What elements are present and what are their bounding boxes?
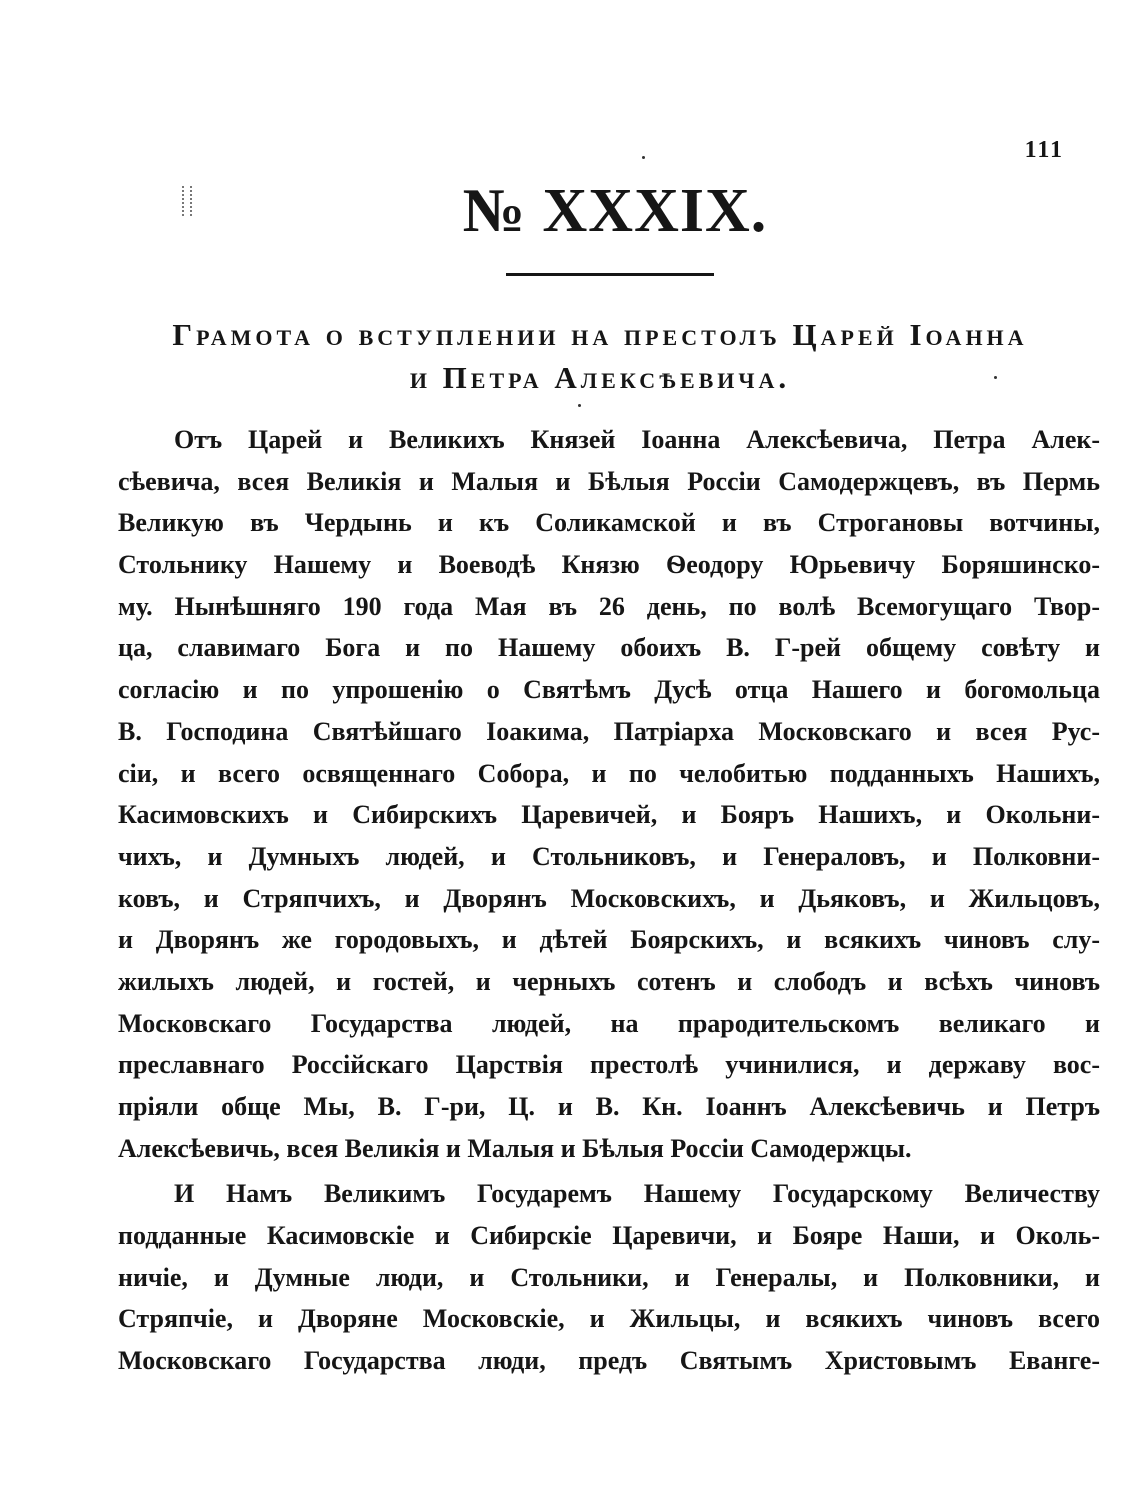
text-line: ца, славимаго Бога и по Нашему обоихъ В. Г-рей общему совѣту и [118,633,1100,663]
text-line: И Намъ Великимъ Государемъ Нашему Государскому Величеству [174,1179,1100,1209]
text-line: пріяли обще Мы, В. Г-ри, Ц. и В. Кн. Іоаннъ Алексѣевичь и Петръ [118,1092,1100,1121]
title-divider [506,273,714,276]
body-text [118,419,1100,1382]
text-line: В. Господина Святѣйшаго Іоакима, Патріарха Московскаго и всея Рус- [118,716,1100,746]
text-line: ковъ, и Стряпчихъ, и Дворянъ Московскихъ, и Дьяковъ, и Жильцовъ, [118,883,1100,913]
text-line: чихъ, и Думныхъ людей, и Стольниковъ, и Генераловъ, и Полковни- [118,841,1100,871]
document-title [100,313,1100,399]
text-line: Стряпчіе, и Дворяне Московскіе, и Жильцы, и всякихъ чиновъ всего [118,1304,1100,1334]
text-line: сѣевича, всея Великія и Малыя и Бѣлыя Россіи Самодержцевъ, въ Пермь [118,466,1100,496]
text-line: жилыхъ людей, и гостей, и черныхъ сотенъ и слободъ и всѣхъ чиновъ [118,966,1100,996]
text-line: Отъ Царей и Великихъ Князей Іоанна Алексѣевича, Петра Алек- [174,425,1100,454]
text-line: Стольнику Нашему и Воеводѣ Князю Ѳеодору Юрьевичу Боряшинско- [118,550,1100,580]
text-line: Великую въ Чердынь и къ Соликамской и въ Строгановы вотчины, [118,508,1100,538]
text-line: Московскаго Государства люди, предъ Святымъ Христовымъ Еванге- [118,1346,1100,1376]
text-line: ничіе, и Думные люди, и Стольники, и Генералы, и Полковники, и [118,1262,1100,1292]
text-line: преславнаго Россійскаго Царствія престолѣ учинилися, и державу вос- [118,1050,1100,1080]
text-line: и Дворянъ же городовыхъ, и дѣтей Боярскихъ, и всякихъ чиновъ слу- [118,925,1100,955]
text-line: сіи, и всего освященнаго Собора, и по челобитью подданныхъ Нашихъ, [118,758,1100,788]
text-line: Касимовскихъ и Сибирскихъ Царевичей, и Бояръ Нашихъ, и Окольни- [118,800,1100,830]
paragraph-1 [118,419,1100,1169]
text-line: му. Нынѣшняго 190 года Мая въ 26 день, по волѣ Всемогущаго Твор- [118,591,1100,621]
page-number: 111 [1024,137,1064,163]
title-line-2: и Петра Алексѣевича. [409,360,791,395]
title-line-1: Грамота о вступлении на престолъ Царей Іоанна [172,317,1028,352]
document-number: № XXXIX. [462,177,768,245]
paragraph-2 [118,1173,1100,1381]
ink-speck [642,156,645,159]
text-line: Московскаго Государства людей, на прародительскомъ великаго и [118,1008,1100,1038]
text-line: подданные Касимовскіе и Сибирскіе Царевичи, и Бояре Наши, и Околь- [118,1221,1100,1251]
text-line: Алексѣевичь, всея Великія и Малыя и Бѣлыя Россіи Самодержцы. [118,1133,912,1163]
text-line: согласію и по упрошенію о Святѣмъ Дусѣ отца Нашего и богомольца [118,675,1100,705]
ink-speck [578,404,581,407]
